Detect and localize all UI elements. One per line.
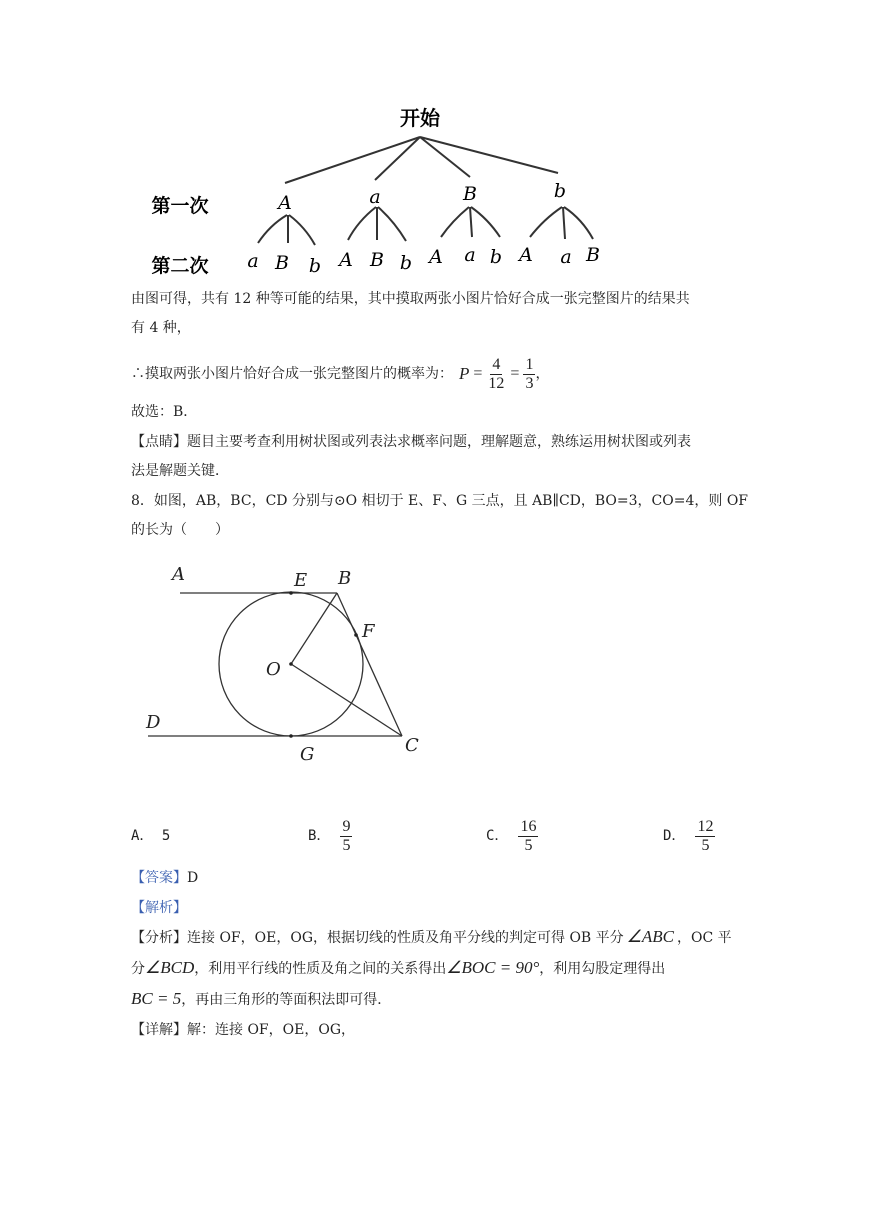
angle-boc-90: ∠BOC = 90° [446, 958, 540, 977]
fenxi-line1 [131, 927, 732, 948]
detail-line: 【详解】解：连接 OF，OE，OG， [131, 1022, 355, 1038]
geometry-figure [140, 560, 440, 770]
fenxi-line2 [131, 958, 665, 979]
question8-line2: 的长为（ ） [131, 522, 229, 538]
label-O: O [266, 659, 281, 680]
tree-row-label-first: 第一次 [151, 195, 209, 217]
option-a-value: 5 [161, 828, 171, 844]
fraction-denominator: 3 [525, 374, 534, 392]
tree-diagram-svg [130, 95, 650, 285]
tree-level2-node: B [586, 244, 600, 266]
label-E: E [294, 570, 308, 591]
fraction-denominator: 5 [524, 836, 533, 854]
label-G: G [300, 744, 315, 765]
equals-sign: = [473, 365, 483, 382]
fenxi-line3 [131, 989, 391, 1010]
option-b-label: B． [308, 828, 331, 844]
tree-level2-node: A [519, 244, 533, 266]
tree-level2-node: B [275, 252, 289, 274]
point-F [354, 633, 358, 637]
option-c-label: C． [486, 828, 509, 844]
fenxi-text: 【分析】连接 OF，OE，OG，根据切线的性质及角平分线的判定可得 OB 平分 [131, 930, 624, 946]
bc-equals-5: BC = 5 [131, 989, 182, 1008]
fraction-numerator: 1 [525, 355, 534, 373]
angle-abc: ∠ABC [626, 927, 675, 946]
probability-line [131, 352, 549, 396]
fenxi-text: 分 [131, 961, 145, 977]
fraction-numerator: 9 [342, 817, 351, 835]
angle-bcd: ∠BCD [145, 958, 195, 977]
fraction-numerator: 4 [492, 355, 501, 373]
probability-suffix: ， [535, 366, 550, 382]
fraction-denominator: 12 [488, 374, 505, 392]
fraction-numerator: 16 [520, 817, 537, 835]
fraction-denominator: 5 [342, 836, 351, 854]
option-c [486, 814, 538, 858]
comment-line1: 【点睛】题目主要考查利用树状图或列表法求概率问题，理解题意，熟练运用树状图或列表 [131, 434, 691, 450]
answer-value: D [187, 870, 199, 886]
fraction-1-3 [523, 356, 535, 393]
tree-level2-node: b [489, 246, 503, 268]
option-a [131, 826, 170, 846]
label-B: B [338, 568, 352, 589]
analysis-tag: 【解析】 [131, 900, 187, 916]
tree-level1-node: a [369, 186, 381, 208]
option-a-label: A． [131, 828, 154, 844]
fenxi-text: ，利用勾股定理得出 [539, 961, 666, 977]
answer-line [131, 868, 198, 888]
answer-tag: 【答案】 [131, 870, 187, 886]
fraction-numerator: 12 [697, 817, 714, 835]
tree-root-label: 开始 [400, 106, 440, 130]
probability-symbol: P [459, 364, 470, 383]
fenxi-text: ，OC 平 [677, 930, 732, 946]
tree-level2-node: a [560, 246, 572, 268]
line-OB [291, 593, 337, 664]
option-b-fraction [340, 818, 352, 855]
tree-level2-node: B [370, 249, 384, 271]
option-d-fraction [695, 818, 715, 855]
tree-branches [258, 137, 593, 245]
result-text-line1: 由图可得，共有 12 种等可能的结果，其中摸取两张小图片恰好合成一张完整图片的结果共 [131, 291, 690, 307]
question8-line1: 8．如图，AB，BC，CD 分别与⊙O 相切于 E、F、G 三点，且 AB∥CD，BO=3，CO=4，则 OF [131, 493, 749, 509]
point-G [289, 734, 293, 738]
point-E [289, 591, 293, 595]
tree-level2-node: b [399, 252, 413, 274]
label-C: C [405, 735, 419, 756]
fenxi-text: ，利用平行线的性质及角之间的关系得出 [194, 961, 447, 977]
probability-prefix: ∴摸取两张小图片恰好合成一张完整图片的概率为： [131, 366, 453, 382]
tree-level1-node: B [463, 183, 477, 205]
result-text-line2: 有 4 种， [131, 320, 191, 336]
label-A: A [172, 564, 185, 585]
tree-level2-node: a [247, 250, 259, 272]
tree-level2-node: A [429, 246, 443, 268]
equals-sign: = [510, 365, 520, 382]
tree-diagram [130, 95, 650, 285]
comment-line2: 法是解题关键． [131, 463, 229, 479]
option-b [308, 814, 352, 858]
tree-level2-node: A [339, 249, 353, 271]
option-c-fraction [518, 818, 538, 855]
tree-level1-node: b [553, 180, 567, 202]
fraction-denominator: 5 [701, 836, 710, 854]
label-D: D [146, 712, 161, 733]
option-d [663, 814, 715, 858]
option-d-label: D． [663, 828, 686, 844]
tree-level2-node: a [464, 244, 476, 266]
label-F: F [362, 621, 375, 642]
fenxi-text: ，再由三角形的等面积法即可得． [181, 992, 392, 1008]
tree-row-label-second: 第二次 [151, 255, 209, 277]
tree-level1-node: A [278, 192, 292, 214]
point-O [289, 662, 293, 666]
choose-b-text: 故选：B． [131, 404, 198, 420]
geometry-figure-svg [140, 560, 440, 770]
fraction-4-12 [486, 356, 506, 393]
tree-level2-node: b [308, 255, 322, 277]
